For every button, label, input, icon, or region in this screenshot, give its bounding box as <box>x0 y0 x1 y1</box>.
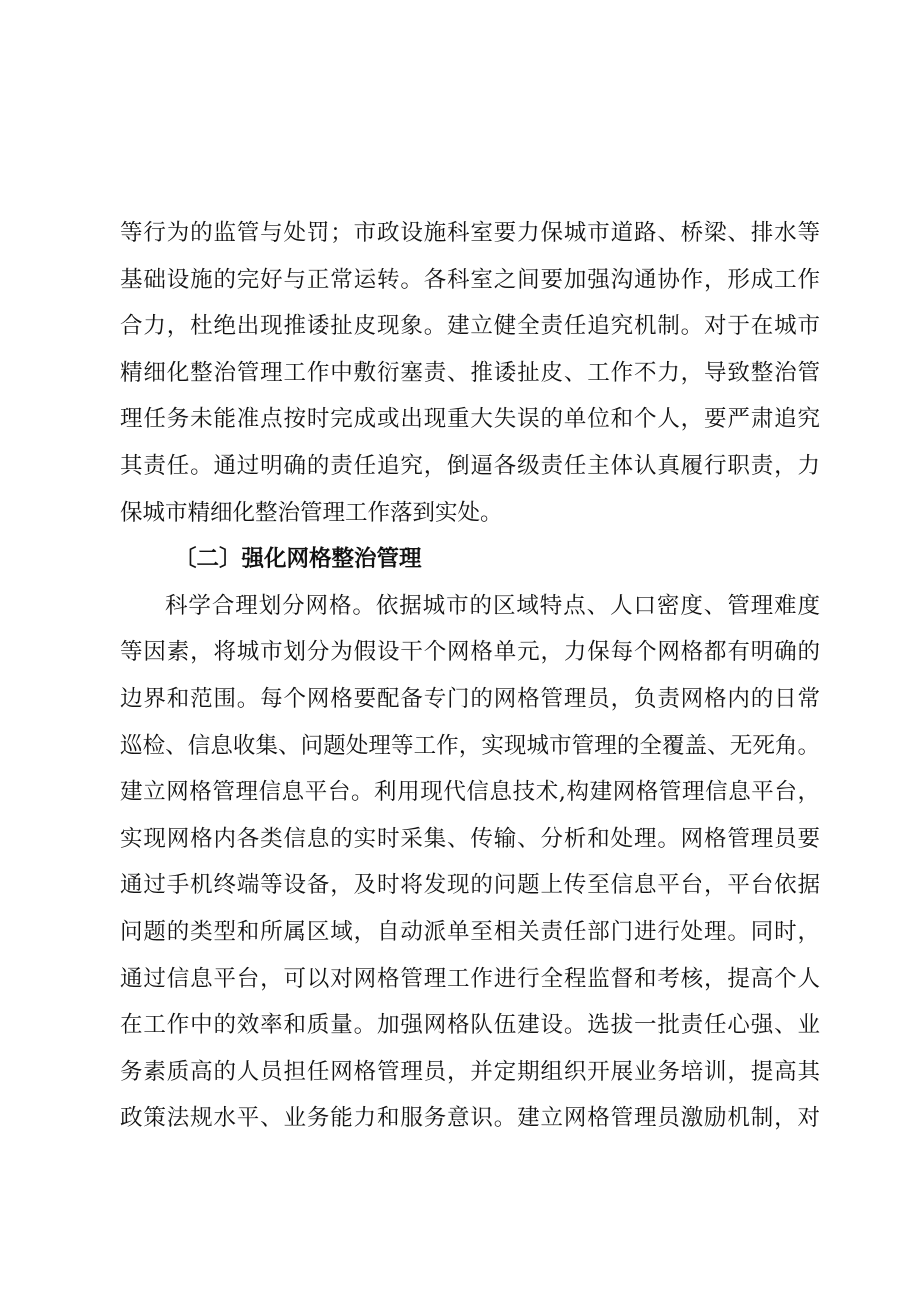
paragraph-line: 边界和范围。每个网格要配备专门的网格管理员，负责网格内的日常 <box>120 685 820 712</box>
section-heading: 〔二〕强化网格整治管理 <box>174 546 422 573</box>
paragraph-line: 保城市精细化整治管理工作落到实处。 <box>120 499 503 526</box>
paragraph-line: 问题的类型和所属区域，自动派单至相关责任部门进行处理。同时， <box>120 918 820 945</box>
document-body <box>120 210 820 1142</box>
paragraph-line: 务素质高的人员担任网格管理员，并定期组织开展业务培训，提高其 <box>120 1058 820 1085</box>
paragraph-line: 建立网格管理信息平台。利用现代信息技术,构建网格管理信息平台， <box>120 779 820 806</box>
paragraph-line: 等因素，将城市划分为假设干个网格单元，力保每个网格都有明确的 <box>120 639 820 666</box>
paragraph-line: 通过信息平台，可以对网格管理工作进行全程监督和考核，提高个人 <box>120 965 820 992</box>
paragraph-line: 实现网格内各类信息的实时采集、传输、分析和处理。网格管理员要 <box>120 825 820 852</box>
paragraph-line: 合力，杜绝出现推诿扯皮现象。建立健全责任追究机制。对于在城市 <box>120 313 820 340</box>
paragraph-line: 科学合理划分网格。依据城市的区域特点、人口密度、管理难度 <box>165 592 820 619</box>
paragraph-line: 理任务未能准点按时完成或出现重大失误的单位和个人，要严肃追究 <box>120 406 820 433</box>
paragraph-line: 政策法规水平、业务能力和服务意识。建立网格管理员激励机制，对 <box>120 1105 820 1132</box>
paragraph-line: 巡检、信息收集、问题处理等工作，实现城市管理的全覆盖、无死角。 <box>120 732 820 759</box>
paragraph-line: 等行为的监管与处罚；市政设施科室要力保城市道路、桥梁、排水等 <box>120 220 820 246</box>
paragraph-line: 在工作中的效率和质量。加强网格队伍建设。选拔一批责任心强、业 <box>120 1012 820 1039</box>
paragraph-line: 精细化整治管理工作中敷衍塞责、推诿扯皮、工作不力，导致整治管 <box>120 359 820 386</box>
paragraph-line: 基础设施的完好与正常运转。各科室之间要加强沟通协作，形成工作 <box>120 266 820 293</box>
paragraph-line: 通过手机终端等设备，及时将发现的问题上传至信息平台，平台依据 <box>120 872 820 899</box>
paragraph-line: 其责任。通过明确的责任追究，倒逼各级责任主体认真履行职责，力 <box>120 452 820 479</box>
